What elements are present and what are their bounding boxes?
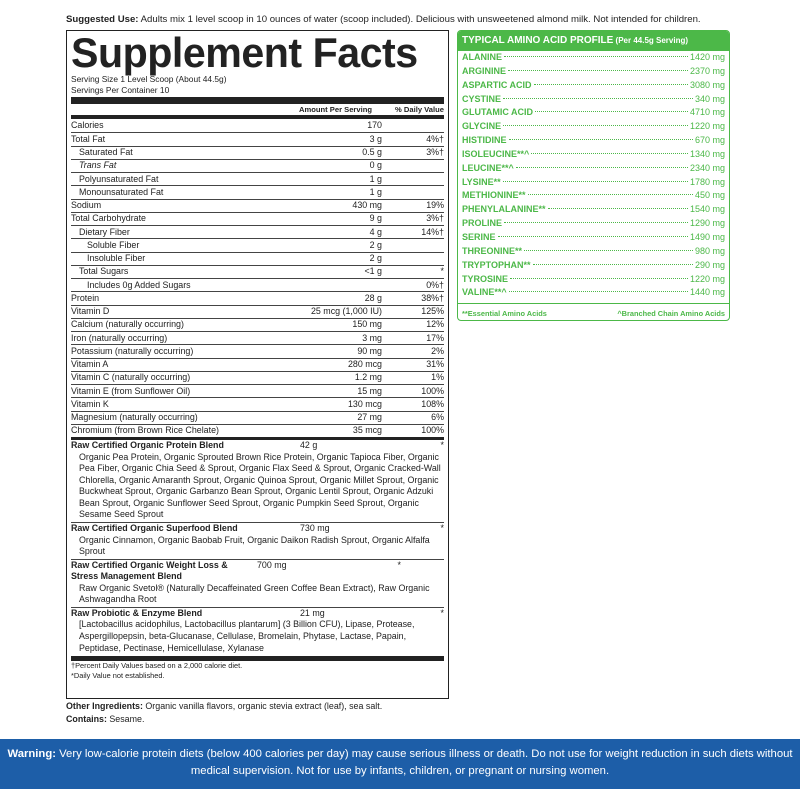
dot-leader <box>504 56 688 57</box>
serving-size: Serving Size 1 Level Scoop (About 44.5g) <box>71 74 227 84</box>
dot-leader <box>508 70 688 71</box>
nutrient-dv: 4%† <box>426 133 444 144</box>
nutrient-name: Iron (naturally occurring) <box>71 332 168 343</box>
blend-amount: 42 g <box>300 440 318 450</box>
amino-row <box>462 79 725 93</box>
nutrient-dv: 17% <box>426 332 444 343</box>
nutrient-rows <box>71 119 444 437</box>
nutrient-amount: 28 g <box>364 292 382 303</box>
nutrient-name: Vitamin K <box>71 398 109 409</box>
nutrient-amount: 4 g <box>369 226 382 237</box>
blend-ingredients: Organic Pea Protein, Organic Sprouted Brown Rice Protein, Organic Tapioca Fiber, Organic Pea Fiber, Organic Chia Seed & Sprout, Organic Flax Seed & Sprout, Organic Cracked-Wall Chlorella, Organic Amaranth Sprout, Organic Quinoa Sprout, Organic Millet Sprout, Organic Buckwheat Sprout, Organic Garbanzo Bean Sprout, Organic Lentil Sprout, Organic Adzuki Bean Sprout, Organic Sunflower Seed Sprout, Organic Pumpkin Seed Sprout, Organic Sesame Seed Sprout <box>79 451 441 520</box>
nutrient-row <box>71 384 444 397</box>
nutrient-amount: 15 mg <box>357 385 382 396</box>
suggested-use-text: Adults mix 1 level scoop in 10 ounces of water (scoop included). Delicious with unsweetened almond milk. Not intended for children. <box>138 14 701 25</box>
blend-section <box>71 437 444 522</box>
nutrient-row <box>71 371 444 384</box>
blend-ingredients: Raw Organic Svetol® (Naturally Decaffeinated Green Coffee Bean Extract), Raw Organic Ashwagandha Root <box>79 582 430 605</box>
amino-value: 1490 mg <box>689 231 725 242</box>
blend-name: Raw Certified Organic Weight Loss & Stress Management Blend <box>71 559 228 582</box>
amino-value: 4710 mg <box>689 107 725 118</box>
blend-dv: * <box>397 559 401 570</box>
nutrient-amount: 2 g <box>369 253 382 264</box>
nutrient-row <box>71 305 444 318</box>
nutrient-row <box>71 199 444 212</box>
nutrient-row <box>71 119 444 132</box>
amino-name: TYROSINE <box>462 273 509 284</box>
other-ingredients <box>66 700 466 725</box>
footnote-not-established: *Daily Value not established. <box>71 670 165 680</box>
nutrient-dv: 14%† <box>421 226 444 237</box>
amino-value: 1440 mg <box>689 287 725 298</box>
nutrient-amount: 0 g <box>369 160 382 171</box>
dot-leader <box>535 111 688 112</box>
blend-name: Raw Certified Organic Superfood Blend <box>71 523 238 534</box>
blend-amount: 700 mg <box>257 559 287 570</box>
amino-row <box>462 259 725 273</box>
dot-leader <box>504 222 688 223</box>
amino-row <box>462 134 725 148</box>
nutrient-amount: 150 mg <box>352 319 382 330</box>
amino-row <box>462 217 725 231</box>
contains-label: Contains: <box>66 713 107 724</box>
amino-row <box>462 231 725 245</box>
nutrient-amount: 1 g <box>369 186 382 197</box>
dot-leader <box>503 98 693 99</box>
nutrient-row <box>71 185 444 198</box>
amino-subtitle: (Per 44.5g Serving) <box>613 36 689 45</box>
amino-value: 1420 mg <box>689 52 725 62</box>
column-header <box>71 104 444 115</box>
blend-ingredients: Organic Cinnamon, Organic Baobab Fruit, Organic Daikon Radish Sprout, Organic Alfalfa Sprout <box>79 534 430 557</box>
nutrient-amount: 280 mcg <box>347 359 382 370</box>
amino-value: 290 mg <box>694 259 725 270</box>
nutrient-amount: 25 mcg (1,000 IU) <box>310 306 382 317</box>
servings-per-container: Servings Per Container 10 <box>71 84 170 95</box>
amino-name: ARGININE <box>462 65 507 76</box>
nutrient-amount: 90 mg <box>357 345 382 356</box>
nutrient-name: Calories <box>71 120 104 131</box>
blend-dv: * <box>440 607 444 618</box>
amino-row <box>462 51 725 65</box>
warning-text: Very low-calorie protein diets (below 400 calories per day) may cause serious illness or death. Do not use for weight reduction in such diets without medical supervision. Not for use by infants, children, or pregnant or nursing women. <box>55 748 793 777</box>
contains-text: Sesame. <box>106 713 145 724</box>
amount-column-label: Amount Per Serving <box>299 105 372 114</box>
nutrient-dv: 19% <box>426 200 444 211</box>
nutrient-name: Vitamin C (naturally occurring) <box>71 372 191 383</box>
amino-row <box>462 273 725 287</box>
amino-name: CYSTINE <box>462 93 502 104</box>
amino-name: METHIONINE** <box>462 190 526 201</box>
nutrient-dv: 3%† <box>426 147 444 158</box>
suggested-use-label: Suggested Use: <box>66 14 139 25</box>
blend-rows <box>71 437 444 655</box>
amino-name: ISOLEUCINE**^ <box>462 148 530 159</box>
nutrient-name: Calcium (naturally occurring) <box>71 319 184 330</box>
nutrient-amount: 3 g <box>369 133 382 144</box>
blend-dv: * <box>440 523 444 534</box>
amino-footnote-essential: **Essential Amino Acids <box>462 309 547 319</box>
amino-footnotes <box>458 303 729 318</box>
amino-value: 2340 mg <box>689 162 725 173</box>
footnote-dv: †Percent Daily Values based on a 2,000 calorie diet. <box>71 661 243 671</box>
other-ingredients-text: Organic vanilla flavors, organic stevia extract (leaf), sea salt. <box>142 701 383 711</box>
amino-value: 980 mg <box>694 245 725 256</box>
nutrient-row <box>71 411 444 424</box>
nutrient-name: Magnesium (naturally occurring) <box>71 412 198 423</box>
blend-name: Raw Probiotic & Enzyme Blend <box>71 607 203 618</box>
nutrient-name: Total Sugars <box>79 266 129 277</box>
warning-label: Warning: <box>7 748 56 760</box>
amino-name: GLYCINE <box>462 121 502 132</box>
amino-row <box>462 245 725 259</box>
nutrient-name: Soluble Fiber <box>87 239 140 250</box>
amino-row <box>462 65 725 79</box>
nutrient-name: Insoluble Fiber <box>87 253 146 264</box>
nutrient-name: Protein <box>71 292 100 303</box>
nutrient-name: Chromium (from Brown Rice Chelate) <box>71 425 219 436</box>
nutrient-name: Monounsaturated Fat <box>79 186 164 197</box>
nutrient-dv: 12% <box>426 319 444 330</box>
amino-name: GLUTAMIC ACID <box>462 107 533 118</box>
nutrient-dv: * <box>440 266 444 277</box>
dot-leader <box>510 278 688 279</box>
dot-leader <box>516 167 688 168</box>
nutrient-row <box>71 358 444 371</box>
amino-value: 670 mg <box>694 135 725 146</box>
nutrient-row <box>71 265 444 278</box>
nutrient-name: Includes 0g Added Sugars <box>87 279 191 290</box>
nutrient-amount: 35 mcg <box>352 425 382 436</box>
dot-leader <box>531 153 688 154</box>
supplement-facts-panel <box>66 30 449 699</box>
nutrient-name: Dietary Fiber <box>79 226 130 237</box>
amino-row <box>462 162 725 176</box>
blend-header <box>71 608 444 620</box>
amino-name: LYSINE** <box>462 176 501 187</box>
nutrient-dv: 2% <box>431 345 444 356</box>
facts-title: Supplement Facts <box>71 29 418 76</box>
nutrient-row <box>71 344 444 357</box>
blend-header <box>71 440 444 452</box>
amino-name: VALINE**^ <box>462 287 507 298</box>
other-ingredients-label: Other Ingredients: <box>66 701 143 711</box>
nutrient-row <box>71 291 444 304</box>
amino-value: 1780 mg <box>689 176 725 187</box>
dv-column-label: % Daily Value <box>395 105 444 114</box>
nutrient-dv: 125% <box>421 306 444 317</box>
amino-row <box>462 148 725 162</box>
dot-leader <box>548 208 688 209</box>
nutrient-amount: 0.5 g <box>362 147 382 158</box>
nutrient-dv: 108% <box>421 398 444 409</box>
amino-name: LEUCINE**^ <box>462 162 514 173</box>
nutrient-dv: 38%† <box>421 292 444 303</box>
nutrient-row <box>71 225 444 238</box>
nutrient-amount: 1.2 mg <box>354 372 382 383</box>
amino-value: 1340 mg <box>689 148 725 159</box>
nutrient-amount: 3 mg <box>362 332 382 343</box>
dot-leader <box>509 139 693 140</box>
amino-footnote-branched: ^Branched Chain Amino Acids <box>617 309 725 319</box>
nutrient-row <box>71 318 444 331</box>
amino-value: 1220 mg <box>689 121 725 132</box>
amino-row <box>462 120 725 134</box>
amino-name: SERINE <box>462 231 496 242</box>
amino-name: ALANINE <box>462 52 502 62</box>
amino-row <box>462 176 725 190</box>
dot-leader <box>503 181 688 182</box>
amino-row <box>462 106 725 120</box>
dot-leader <box>524 250 693 251</box>
nutrient-row <box>71 132 444 145</box>
nutrient-row <box>71 424 444 437</box>
amino-value: 450 mg <box>694 190 725 201</box>
nutrient-dv: 31% <box>426 359 444 370</box>
blend-header <box>71 560 444 583</box>
dot-leader <box>534 84 688 85</box>
amino-title: TYPICAL AMINO ACID PROFILE <box>462 35 614 46</box>
nutrient-amount: 9 g <box>369 213 382 224</box>
nutrient-name: Sodium <box>71 200 102 211</box>
nutrient-row <box>71 252 444 265</box>
nutrient-name: Trans Fat <box>79 160 117 171</box>
nutrient-row <box>71 159 444 172</box>
amino-row <box>462 286 725 300</box>
blend-ingredients: [Lactobacillus acidophilus, Lactobacillus plantarum] (3 Billion CFU), Lipase, Protease, Aspergillopepsin, beta-Glucanase, Cellulase, Bromelain, Phytase, Lactase, Papain, Peptidase, Pectinase, Hemicellulase, Xylanase <box>79 619 415 653</box>
amino-name: PROLINE <box>462 218 503 229</box>
nutrient-row <box>71 238 444 251</box>
amino-acid-panel <box>457 30 730 321</box>
nutrient-amount: <1 g <box>364 266 382 277</box>
amino-value: 1540 mg <box>689 204 725 215</box>
amino-row <box>462 203 725 217</box>
nutrient-amount: 130 mcg <box>347 398 382 409</box>
blend-name: Raw Certified Organic Protein Blend <box>71 440 224 450</box>
amino-list <box>458 51 729 300</box>
suggested-use <box>66 14 766 26</box>
nutrient-row <box>71 172 444 185</box>
dot-leader <box>498 236 688 237</box>
nutrient-row <box>71 278 444 291</box>
blend-section <box>71 522 444 559</box>
nutrient-name: Total Fat <box>71 133 106 144</box>
dot-leader <box>509 291 688 292</box>
nutrient-name: Saturated Fat <box>79 147 133 158</box>
nutrient-dv: 1% <box>431 372 444 383</box>
nutrient-row <box>71 331 444 344</box>
blend-section <box>71 559 444 607</box>
nutrient-name: Potassium (naturally occurring) <box>71 345 194 356</box>
amino-name: PHENYLALANINE** <box>462 204 546 215</box>
nutrient-name: Vitamin D <box>71 306 110 317</box>
nutrient-row <box>71 146 444 159</box>
amino-header <box>458 31 729 51</box>
amino-value: 1220 mg <box>689 273 725 284</box>
nutrient-amount: 430 mg <box>352 200 382 211</box>
nutrient-amount: 2 g <box>369 239 382 250</box>
nutrient-name: Vitamin E (from Sunflower Oil) <box>71 385 191 396</box>
nutrient-dv: 6% <box>431 412 444 423</box>
nutrient-row <box>71 212 444 225</box>
amino-value: 2370 mg <box>689 65 725 76</box>
amino-name: HISTIDINE <box>462 135 507 146</box>
nutrient-amount: 1 g <box>369 173 382 184</box>
nutrient-name: Total Carbohydrate <box>71 213 146 224</box>
amino-name: THREONINE** <box>462 245 523 256</box>
nutrient-dv: 100% <box>421 425 444 436</box>
blend-section <box>71 607 444 655</box>
blend-amount: 21 mg <box>300 607 325 618</box>
amino-name: TRYPTOPHAN** <box>462 259 531 270</box>
divider-thick <box>71 97 444 104</box>
nutrient-amount: 27 mg <box>357 412 382 423</box>
dot-leader <box>528 194 693 195</box>
blend-dv: * <box>440 440 444 450</box>
amino-value: 1290 mg <box>689 218 725 229</box>
warning-banner <box>0 739 800 789</box>
blend-amount: 730 mg <box>300 523 330 534</box>
amino-value: 3080 mg <box>689 79 725 90</box>
amino-row <box>462 189 725 203</box>
dot-leader <box>503 125 688 126</box>
nutrient-row <box>71 397 444 410</box>
nutrient-amount: 170 <box>367 120 382 131</box>
nutrient-dv: 100% <box>421 385 444 396</box>
amino-name: ASPARTIC ACID <box>462 79 532 90</box>
amino-value: 340 mg <box>694 93 725 104</box>
nutrient-name: Polyunsaturated Fat <box>79 173 159 184</box>
nutrient-dv: 3%† <box>426 213 444 224</box>
nutrient-name: Vitamin A <box>71 359 109 370</box>
nutrient-dv: 0%† <box>426 279 444 290</box>
dot-leader <box>533 264 693 265</box>
amino-row <box>462 93 725 107</box>
blend-header <box>71 523 444 535</box>
